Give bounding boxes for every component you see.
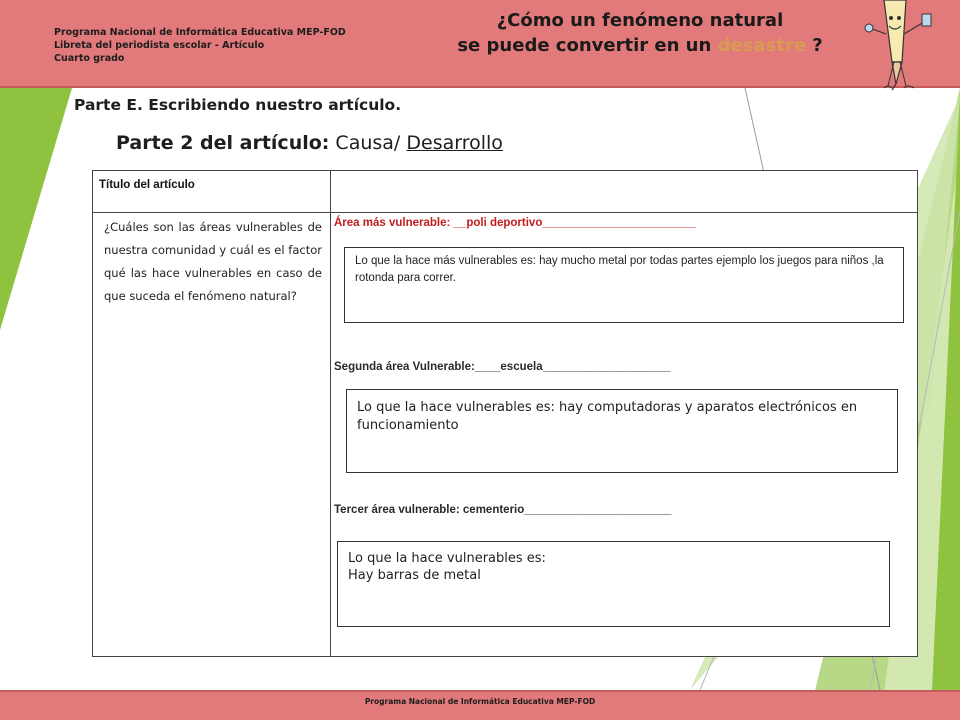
article-table — [92, 170, 918, 657]
header-title — [420, 8, 860, 58]
article-title-label: Título del artículo — [99, 179, 195, 191]
vulnerable-areas-question: ¿Cuáles son las áreas vulnerables de nuestra comunidad y cuál es el factor qué las hace vulnerables en caso de que suceda el fenómeno natural? — [104, 220, 322, 303]
area-1-label: Área más vulnerable: __poli deportivo________________________ — [334, 217, 696, 229]
area-3-answer-box[interactable] — [337, 541, 890, 627]
program-line: Programa Nacional de Informática Educativa MEP-FOD — [54, 27, 346, 38]
footer-text: Programa Nacional de Informática Educativa MEP-FOD — [364, 697, 596, 706]
title-end: ? — [805, 35, 823, 56]
area-3-answer-line-2: Hay barras de metal — [348, 568, 481, 583]
section-heading: Parte E. Escribiendo nuestro artículo. — [74, 96, 402, 114]
part-2-bold: Parte 2 del artículo: — [116, 132, 330, 154]
title-text: se puede convertir en un — [457, 35, 718, 56]
left-green-panel — [0, 88, 72, 330]
header-program-info — [54, 26, 346, 65]
part-2-heading — [116, 132, 503, 154]
area-3-answer-line-1: Lo que la hace vulnerables es: — [348, 551, 546, 566]
pencil-mascot-icon — [862, 0, 942, 92]
title-highlight: desastre — [717, 35, 806, 56]
area-3-label: Tercer área vulnerable: cementerio_______________________ — [334, 504, 672, 516]
row-divider — [93, 212, 917, 213]
column-divider — [330, 171, 331, 656]
footer-band — [0, 690, 960, 720]
part-2-underlined: Desarrollo — [406, 132, 503, 154]
title-line-2 — [420, 33, 860, 58]
area-2-label: Segunda área Vulnerable:____escuela____________________ — [334, 361, 671, 373]
title-line-1: ¿Cómo un fenómeno natural — [496, 10, 784, 31]
area-2-answer-box[interactable]: Lo que la hace vulnerables es: hay computadoras y aparatos electrónicos en funcionamiento — [346, 389, 898, 473]
part-2-normal: Causa/ — [329, 132, 407, 154]
header-band — [0, 0, 960, 88]
notebook-line: Libreta del periodista escolar - Artículo — [54, 40, 265, 51]
area-1-answer-box[interactable]: Lo que la hace más vulnerables es: hay mucho metal por todas partes ejemplo los juegos para niños ,la rotonda para correr. — [344, 247, 904, 323]
grade-line: Cuarto grado — [54, 53, 125, 64]
